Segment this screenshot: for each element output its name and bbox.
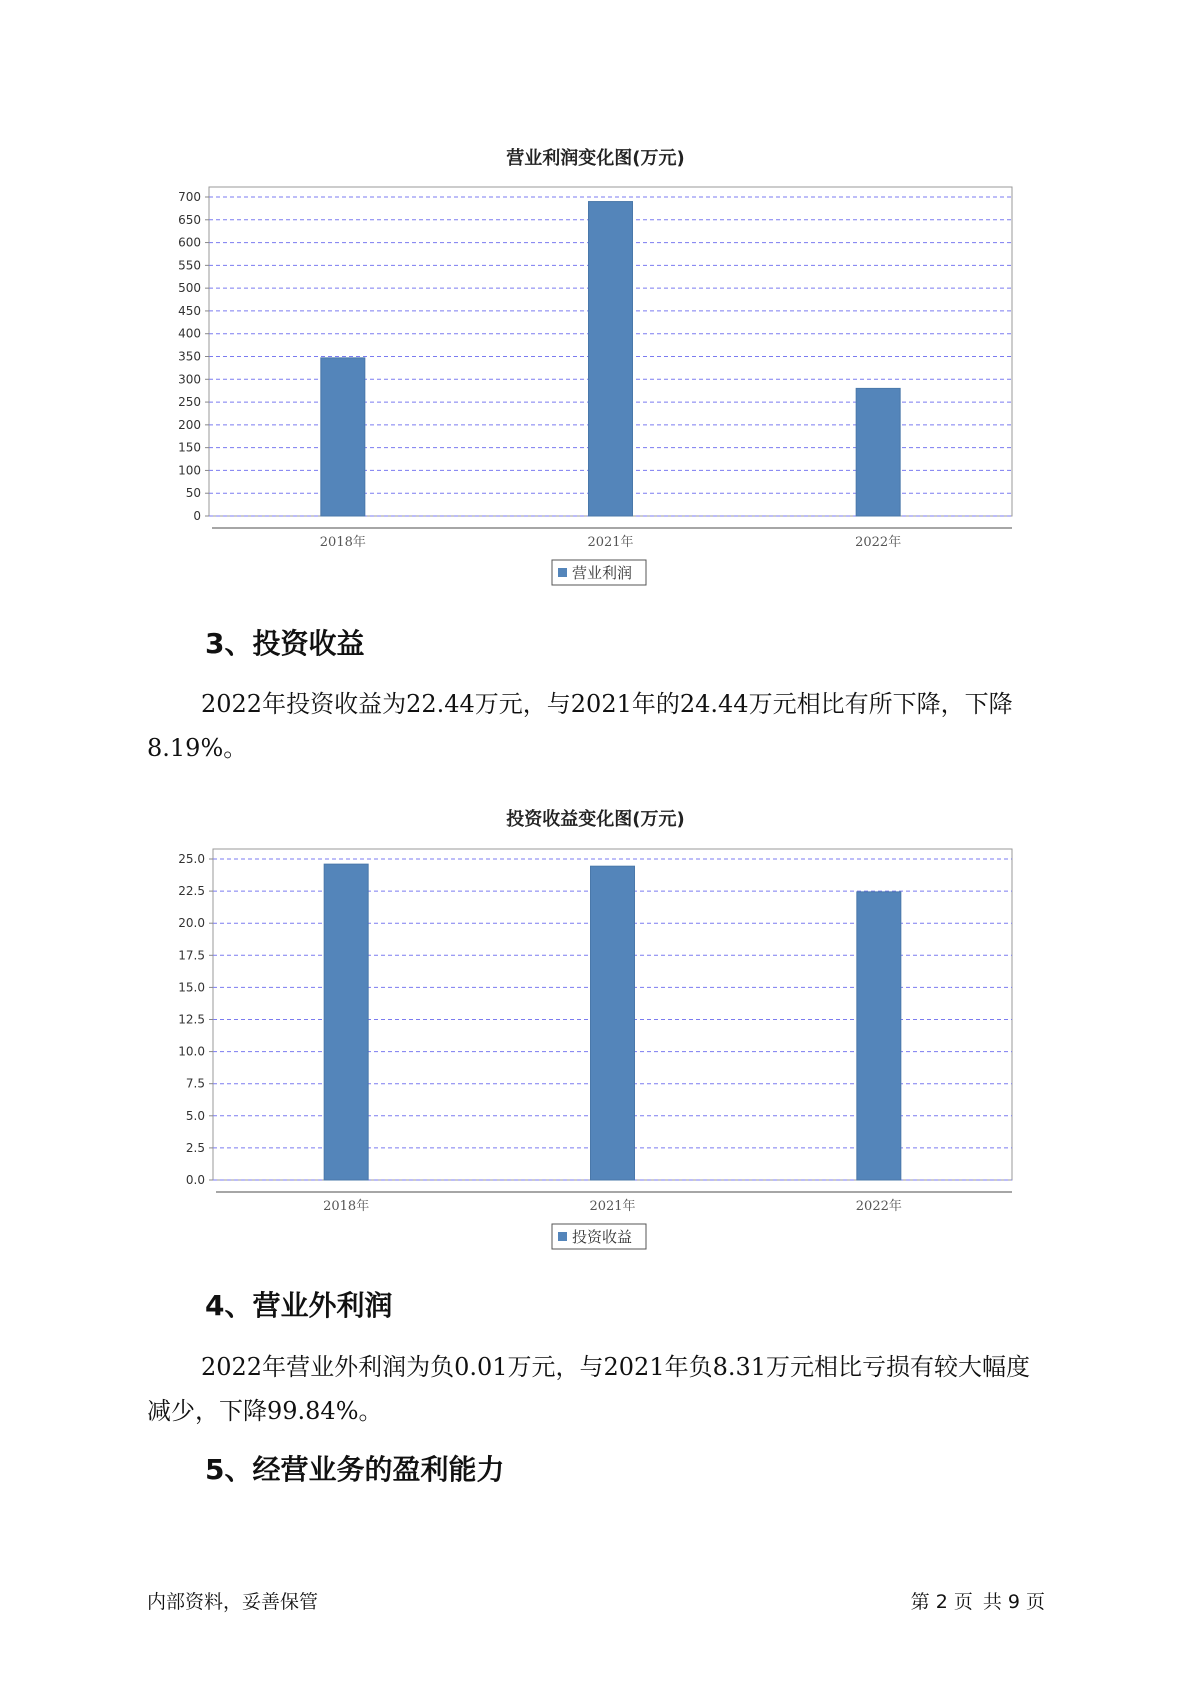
y-tick-label: 250 (178, 395, 201, 410)
y-tick-label: 17.5 (178, 948, 205, 963)
x-tick-label: 2022年 (855, 535, 902, 550)
section-5-heading: 5、经营业务的盈利能力 (205, 1453, 505, 1486)
section-4-paragraph (147, 1345, 1047, 1433)
bar (591, 866, 635, 1180)
x-tick-label: 2018年 (319, 535, 366, 550)
section-4-heading: 4、营业外利润 (205, 1289, 393, 1322)
y-tick-label: 50 (185, 486, 201, 501)
y-tick-label: 22.5 (178, 884, 205, 899)
y-tick-label: 400 (178, 326, 201, 341)
y-tick-label: 700 (178, 190, 201, 204)
y-tick-label: 150 (178, 440, 201, 455)
section-3-heading: 3、投资收益 (205, 627, 365, 660)
section-4-text: 2022年营业外利润为负0.01万元，与2021年负8.31万元相比亏损有较大幅度减少，下降99.84%。 (147, 1353, 1031, 1425)
y-tick-label: 15.0 (178, 980, 205, 995)
footer-confidential: 内部资料，妥善保管 (147, 1591, 319, 1613)
x-tick-label: 2021年 (589, 1199, 636, 1214)
y-tick-label: 7.5 (185, 1076, 205, 1091)
y-tick-label: 20.0 (178, 916, 205, 931)
x-tick-label: 2018年 (323, 1199, 370, 1214)
x-tick-label: 2022年 (855, 1199, 902, 1214)
y-tick-label: 0 (193, 509, 201, 523)
y-tick-label: 200 (178, 417, 201, 432)
y-tick-label: 550 (178, 258, 201, 273)
legend-swatch (558, 1232, 567, 1241)
y-tick-label: 100 (178, 463, 201, 478)
y-tick-label: 5.0 (185, 1108, 205, 1123)
bar (324, 864, 368, 1180)
y-tick-label: 0.0 (185, 1173, 205, 1187)
page-number: 第 2 页 (910, 1591, 973, 1613)
x-tick-label: 2021年 (587, 535, 634, 550)
y-tick-label: 10.0 (178, 1044, 205, 1059)
y-tick-label: 650 (178, 212, 201, 227)
legend-label: 营业利润 (572, 564, 633, 582)
chart-legend (552, 1224, 646, 1249)
chart1-title: 营业利润变化图(万元) (506, 148, 685, 169)
y-tick-label: 2.5 (185, 1140, 205, 1155)
page-total: 共 9 页 (982, 1591, 1045, 1613)
y-tick-label: 25.0 (178, 852, 205, 866)
legend-label: 投资收益 (572, 1228, 633, 1246)
y-tick-label: 12.5 (178, 1012, 205, 1027)
bar (857, 892, 901, 1180)
footer-pagination (911, 1587, 1045, 1614)
y-tick-label: 600 (178, 235, 201, 250)
section-3-text: 2022年投资收益为22.44万元，与2021年的24.44万元相比有所下降，下降8.19%。 (147, 690, 1013, 762)
y-tick-label: 300 (178, 372, 201, 387)
y-tick-label: 450 (178, 303, 201, 318)
chart2-title: 投资收益变化图(万元) (506, 809, 685, 830)
y-tick-label: 350 (178, 349, 201, 364)
y-tick-label: 500 (178, 281, 201, 296)
